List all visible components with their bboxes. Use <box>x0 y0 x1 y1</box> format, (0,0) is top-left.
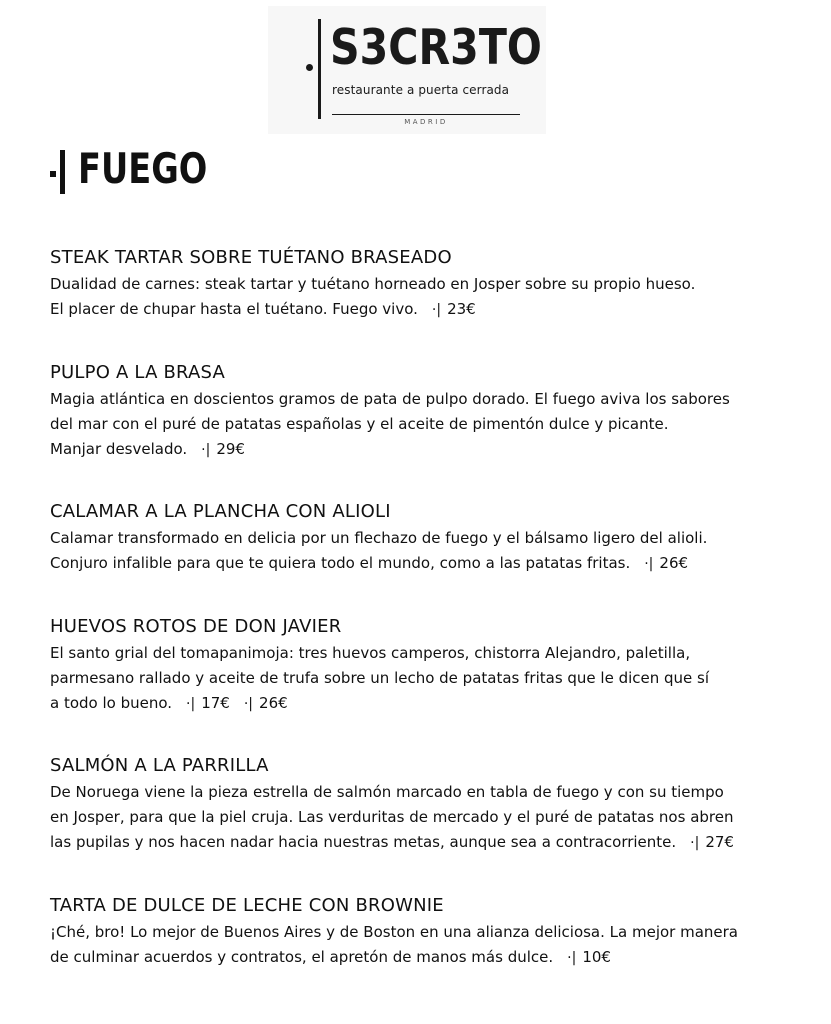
description-line: Magia atlántica en doscientos gramos de pata de pulpo dorado. El fuego aviva los sabores <box>50 390 730 408</box>
description-line: Dualidad de carnes: steak tartar y tuétano horneado en Josper sobre su propio hueso. <box>50 275 696 293</box>
menu-item-title: CALAMAR A LA PLANCHA CON ALIOLI <box>50 501 391 522</box>
section-dot <box>50 171 56 177</box>
menu-item-title: PULPO A LA BRASA <box>50 362 226 383</box>
menu-item-description <box>50 641 810 717</box>
description-line: De Noruega viene la pieza estrella de salmón marcado en tabla de fuego y con su tiempo <box>50 783 724 801</box>
price-separator: ·| <box>186 696 196 712</box>
description-line: parmesano rallado y aceite de trufa sobre un lecho de patatas fritas que le dicen que sí <box>50 669 710 687</box>
description-line: ¡Ché, bro! Lo mejor de Buenos Aires y de Boston en una alianza deliciosa. La mejor manera <box>50 923 738 941</box>
logo-bar <box>318 19 321 119</box>
description-line: El santo grial del tomapanimoja: tres huevos camperos, chistorra Alejandro, paletilla, <box>50 644 691 662</box>
menu-item-description <box>50 526 810 577</box>
menu-item-description <box>50 920 810 971</box>
description-line: las pupilas y nos hacen nadar hacia nuestras metas, aunque sea a contracorriente. ·| 27€ <box>50 830 810 856</box>
description-line: Calamar transformado en delicia por un flechazo de fuego y el bálsamo ligero del alioli. <box>50 529 708 547</box>
restaurant-logo <box>268 6 546 134</box>
price: 10€ <box>582 948 611 966</box>
description-line: del mar con el puré de patatas españolas y el aceite de pimentón dulce y picante. <box>50 415 669 433</box>
price: 26€ <box>659 554 689 572</box>
section-title: FUEGO <box>78 144 208 193</box>
menu-item-title: TARTA DE DULCE DE LECHE CON BROWNIE <box>50 895 444 916</box>
price: 17€ <box>201 694 230 712</box>
price-separator: ·| <box>431 302 442 318</box>
price-separator: ·| <box>644 556 654 572</box>
description-line: El placer de chupar hasta el tuétano. Fuego vivo. ·| 23€ <box>50 297 810 323</box>
menu-item-title: HUEVOS ROTOS DE DON JAVIER <box>50 616 342 637</box>
menu-item <box>50 499 810 577</box>
menu-item <box>50 893 810 971</box>
logo-city: MADRID <box>404 118 448 126</box>
price-separator: ·| <box>690 835 700 851</box>
logo-tagline: restaurante a puerta cerrada <box>332 83 510 97</box>
menu-item-description <box>50 780 810 856</box>
price: 23€ <box>447 300 476 318</box>
price-separator: ·| <box>567 950 577 966</box>
menu-item-description <box>50 387 810 463</box>
description-line: Manjar desvelado. ·| 29€ <box>50 437 810 463</box>
menu-item-title: STEAK TARTAR SOBRE TUÉTANO BRASEADO <box>50 247 452 268</box>
logo-name: S3CR3TO <box>330 19 542 76</box>
menu-item-title: SALMÓN A LA PARRILLA <box>50 755 269 776</box>
menu-item <box>50 753 810 856</box>
menu-item <box>50 360 810 463</box>
menu-item <box>50 245 810 323</box>
description-line: de culminar acuerdos y contratos, el apretón de manos más dulce. ·| 10€ <box>50 945 810 971</box>
price: 27€ <box>705 833 734 851</box>
price: 29€ <box>216 440 245 458</box>
menu-item <box>50 614 810 717</box>
logo-dot <box>306 64 313 71</box>
description-line: Conjuro infalible para que te quiera todo el mundo, como a las patatas fritas. ·| 26€ <box>50 551 810 577</box>
logo-divider <box>332 114 520 115</box>
description-line: en Josper, para que la piel cruja. Las verduritas de mercado y el puré de patatas nos abren <box>50 808 734 826</box>
section-bar <box>60 150 65 194</box>
price: 26€ <box>259 694 288 712</box>
menu-item-description <box>50 272 810 323</box>
price-separator: ·| <box>201 442 211 458</box>
price-separator: ·| <box>243 696 254 712</box>
description-line: a todo lo bueno. ·| 17€ ·| 26€ <box>50 691 810 717</box>
